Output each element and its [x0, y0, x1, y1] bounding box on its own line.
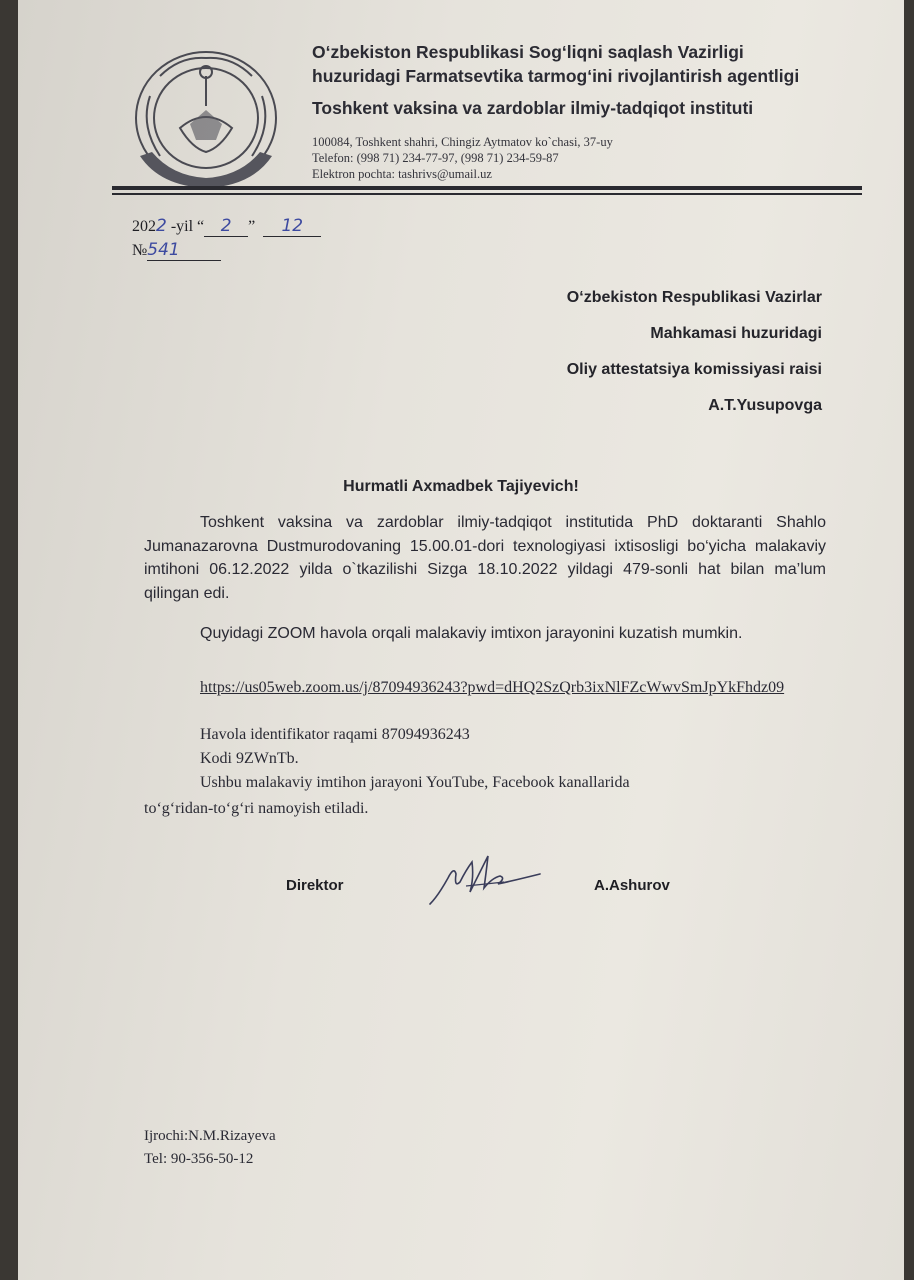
date-year-suffix: -yil: [166, 218, 194, 235]
institute-address: 100084, Toshkent shahri, Chingiz Aytmatov ko`chasi, 37-uy: [312, 135, 613, 149]
handwritten-signature-icon: [426, 848, 546, 910]
executor-name: Ijrochi:N.M.Rizayeva: [144, 1128, 276, 1144]
body-paragraph-2: Quyidagi ZOOM havola orqali malakaviy imtixon jarayonini kuzatish mumkin.: [200, 625, 743, 642]
state-emblem-icon: [120, 36, 292, 194]
addressee-line1: O‘zbekiston Respublikasi Vazirlar: [566, 289, 822, 306]
header-divider-thin: [112, 193, 862, 195]
ministry-name-line2: huzuridagi Farmatsevtika tarmog‘ini rivojlantirish agentligi: [312, 66, 800, 86]
body-paragraph-1: Toshkent vaksina va zardoblar ilmiy-tadqiqot institutida PhD doktaranti Shahlo Jumanazarovna Dustmurodovaning 15.00.01-dori texnologiyasi ixtisosligi bo‘yicha malakaviy imtihoni 06.12.2022 yilda o`tkazilishi Sizga 18.10.2022 yildagi 479-sonli hat bilan ma’lum qilingan edi.: [144, 514, 826, 602]
signatory-title: Direktor: [286, 877, 344, 894]
number-sign: №: [132, 242, 148, 259]
letter-number: [132, 240, 221, 261]
letter-page: [18, 0, 904, 1280]
broadcast-line-2: to‘g‘ridan-to‘g‘ri namoyish etiladi.: [144, 800, 369, 817]
institute-name: Toshkent vaksina va zardoblar ilmiy-tadqiqot instituti: [312, 98, 754, 118]
zoom-link[interactable]: https://us05web.zoom.us/j/87094936243?pwd=dHQ2SzQrb3ixNlFZcWwvSmJpYkFhdz09: [200, 679, 785, 696]
executor-phone: Tel: 90-356-50-12: [144, 1151, 254, 1167]
date-year-handwritten: 2: [156, 216, 167, 236]
broadcast-line-1: Ushbu malakaviy imtihon jarayoni YouTube, Facebook kanallarida: [200, 774, 630, 791]
date-year-prefix: 202: [132, 218, 156, 235]
number-value: 541: [147, 240, 221, 261]
signatory-name: A.Ashurov: [594, 877, 670, 894]
addressee-name: A.T.Yusupovga: [708, 397, 822, 414]
addressee-line2: Mahkamasi huzuridagi: [650, 325, 822, 342]
greeting: Hurmatli Axmadbek Tajiyevich!: [343, 478, 579, 495]
meeting-code-line: Kodi 9ZWnTb.: [200, 750, 299, 767]
header-divider-thick: [112, 186, 862, 190]
date-month: 12: [263, 216, 321, 237]
institute-email: Elektron pochta: tashrivs@umail.uz: [312, 167, 492, 181]
addressee-line3: Oliy attestatsiya komissiyasi raisi: [566, 361, 822, 378]
date-day: 2: [204, 216, 248, 237]
ministry-name-line1: O‘zbekiston Respublikasi Sog‘liqni saqlash Vazirligi: [312, 42, 744, 62]
letter-date: 2022 -yil “ 2 ” 12: [132, 216, 321, 237]
institute-phone: Telefon: (998 71) 234-77-97, (998 71) 234-59-87: [312, 151, 559, 165]
meeting-id-line: Havola identifikator raqami 87094936243: [200, 726, 470, 743]
